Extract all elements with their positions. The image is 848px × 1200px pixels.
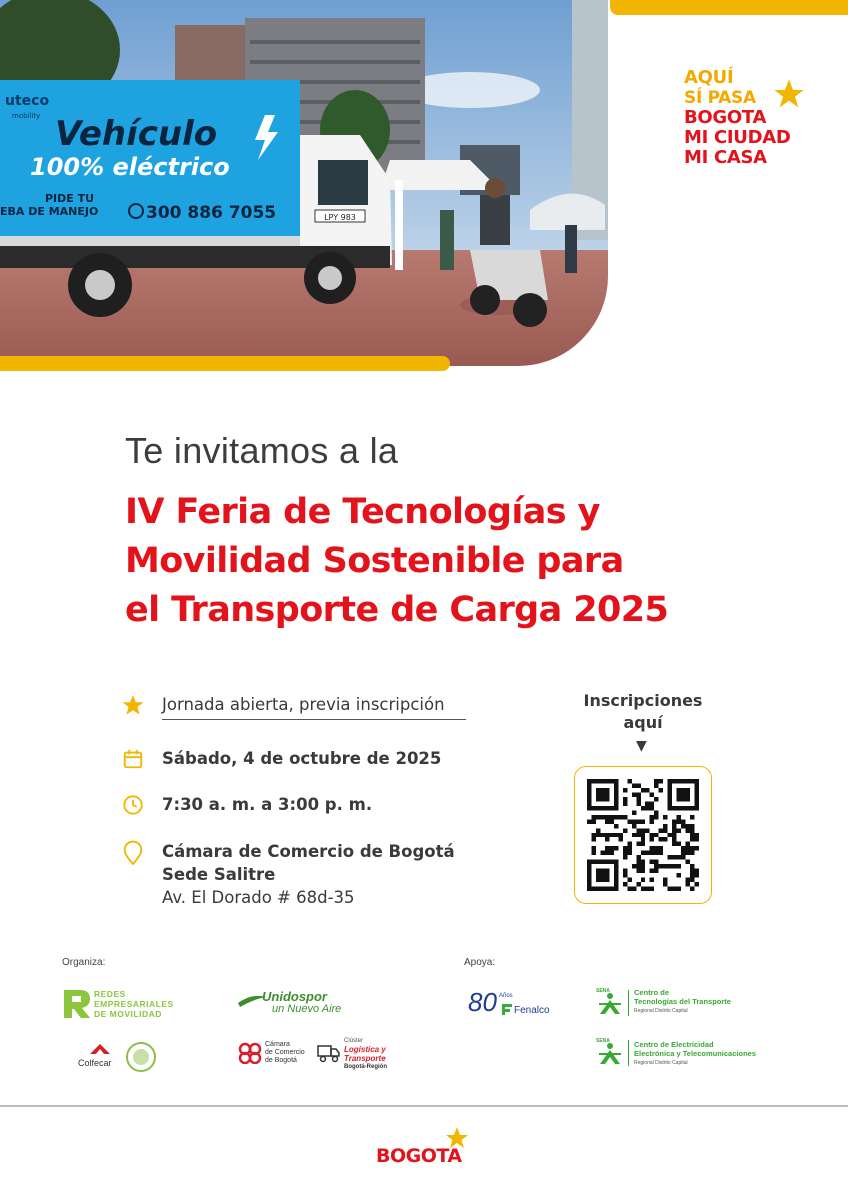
star-icon <box>772 78 806 110</box>
calendar-icon <box>120 746 146 772</box>
intro-text: Te invitamos a la <box>125 430 399 471</box>
clock-icon <box>120 792 146 818</box>
unidos-por-un-nuevo-aire-logo: Unidospor un Nuevo Aire <box>238 990 358 1018</box>
time-text: 7:30 a. m. a 3:00 p. m. <box>162 795 373 814</box>
event-title <box>125 488 765 635</box>
slogan-line-4: MI CIUDAD <box>684 127 791 148</box>
location-pin-icon <box>120 840 146 866</box>
svg-text:PIDE TU: PIDE TU <box>45 192 95 205</box>
apoya-label: Apoya: <box>464 957 496 968</box>
qr-code-icon <box>587 779 699 891</box>
sena-electricidad-telecomunicaciones-logo: SENA Centro de Electricidad Electrónica y Telecomunicaciones Regional Distrito Capital <box>596 1038 756 1066</box>
seal-logo <box>126 1042 156 1072</box>
colfecar-logo: Colfecar <box>78 1042 124 1072</box>
address-text: Av. El Dorado # 68d-35 <box>162 888 355 907</box>
qr-label: Inscripciones aquí <box>583 691 703 732</box>
open-text: Jornada abierta, previa inscripción <box>162 695 445 714</box>
detail-venue <box>120 840 455 907</box>
sena-icon <box>596 990 624 1018</box>
hero-photo <box>0 0 608 366</box>
date-text: Sábado, 4 de octubre de 2025 <box>162 749 442 768</box>
redes-empresariales-logo: REDES EMPRESARIALES DE MOVILIDAD <box>62 988 192 1024</box>
sena-tecnologias-transporte-logo: SENA Centro de Tecnologías del Transporte Regional Distrito Capital <box>596 988 756 1022</box>
detail-open <box>120 692 445 718</box>
star-icon <box>120 692 146 718</box>
footer-divider <box>0 1105 848 1107</box>
venue-line-1: Cámara de Comercio de Bogotá <box>162 842 455 861</box>
svg-text:uteco: uteco <box>5 93 50 109</box>
venue-line-2: Sede Salitre <box>162 865 276 884</box>
truck-icon <box>317 1042 341 1064</box>
svg-text:EBA DE MANEJO: EBA DE MANEJO <box>0 205 99 218</box>
footer-bogota-logo: BOGOTA <box>376 1145 462 1167</box>
svg-text:Vehículo: Vehículo <box>55 114 218 154</box>
down-arrow-icon: ▼ <box>636 738 647 754</box>
slogan-line-2: SÍ PASA <box>684 88 756 108</box>
svg-text:LPY 983: LPY 983 <box>324 213 356 222</box>
fenalco-80-logo: 80 Años Fenalco <box>468 987 550 1017</box>
registration-qr-code[interactable] <box>574 766 712 904</box>
top-accent-bar <box>610 0 848 15</box>
camara-de-comercio-logo: Cámara de Comercio de Bogotá <box>238 1040 308 1070</box>
star-icon <box>444 1126 470 1150</box>
svg-text:mobility: mobility <box>12 112 41 120</box>
title-line-2: Movilidad Sostenible para <box>125 541 624 581</box>
detail-time <box>120 792 373 818</box>
cluster-logistica-logo: Clúster Logística y Transporte Bogotá-Región <box>317 1038 397 1074</box>
slogan-line-1: AQUÍ <box>684 67 734 88</box>
open-underline <box>162 719 466 720</box>
title-line-1: IV Feria de Tecnologías y <box>125 492 600 532</box>
title-line-3: el Transporte de Carga 2025 <box>125 590 669 630</box>
slogan-line-5: MI CASA <box>684 147 767 168</box>
slogan-line-3: BOGOTA <box>684 107 767 128</box>
hero-accent-bar <box>0 356 450 371</box>
sena-icon <box>596 1040 624 1068</box>
organiza-label: Organiza: <box>62 957 106 968</box>
svg-text:300 886 7055: 300 886 7055 <box>146 203 277 223</box>
detail-date <box>120 746 442 772</box>
svg-text:100% eléctrico: 100% eléctrico <box>30 153 230 181</box>
